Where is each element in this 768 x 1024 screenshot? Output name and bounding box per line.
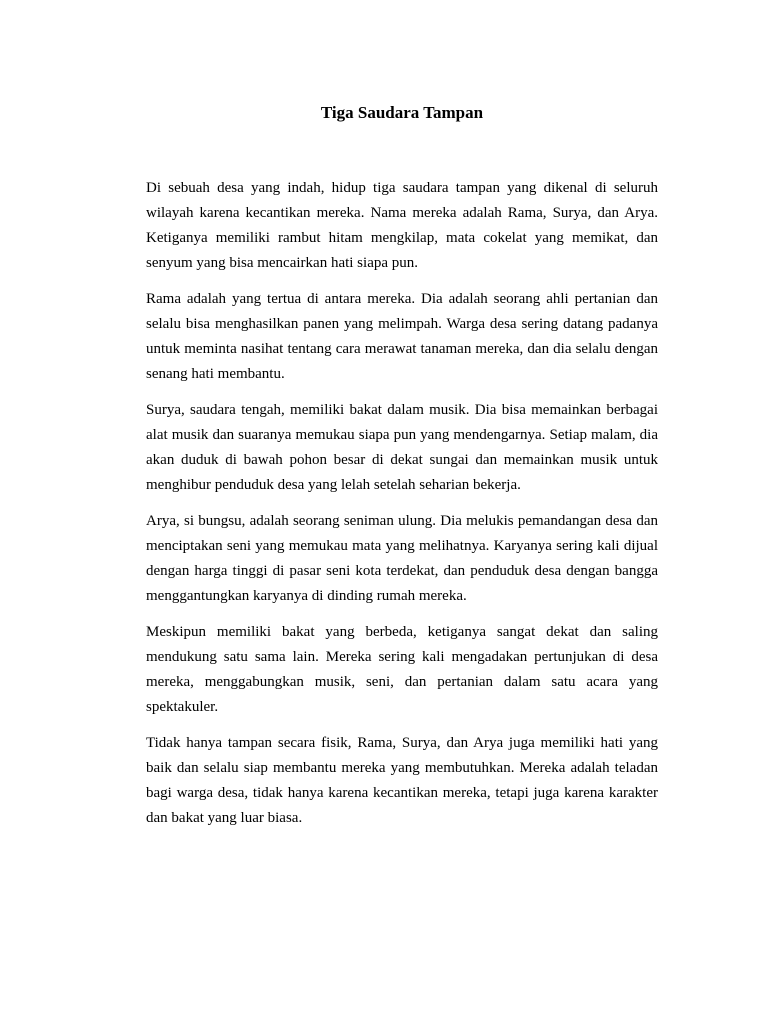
paragraph-6: Tidak hanya tampan secara fisik, Rama, Surya, dan Arya juga memiliki hati yang baik dan selalu siap membantu mereka yang membutuhkan. Mereka adalah teladan bagi warga desa, tidak hanya karena kecantikan mereka, tetapi juga karena karakter dan bakat yang luar biasa. xyxy=(146,735,658,826)
paragraph-3: Surya, saudara tengah, memiliki bakat dalam musik. Dia bisa memainkan berbagai alat musik dan suaranya memukau siapa pun yang mendengarnya. Setiap malam, dia akan duduk di bawah pohon besar di dekat sungai dan memainkan musik untuk menghibur penduduk desa yang lelah setelah seharian bekerja. xyxy=(146,402,658,493)
paragraph-5: Meskipun memiliki bakat yang berbeda, ketiganya sangat dekat dan saling mendukung satu sama lain. Mereka sering kali mengadakan pertunjukan di desa mereka, menggabungkan musik, seni, dan pertanian dalam satu acara yang spektakuler. xyxy=(146,624,658,715)
paragraph-1: Di sebuah desa yang indah, hidup tiga saudara tampan yang dikenal di seluruh wilayah karena kecantikan mereka. Nama mereka adalah Rama, Surya, dan Arya. Ketiganya memiliki rambut hitam mengkilap, mata cokelat yang memikat, dan senyum yang bisa mencairkan hati siapa pun. xyxy=(146,180,658,271)
document-title: Tiga Saudara Tampan xyxy=(320,103,484,122)
paragraph-2: Rama adalah yang tertua di antara mereka. Dia adalah seorang ahli pertanian dan selalu bisa menghasilkan panen yang melimpah. Warga desa sering datang padanya untuk meminta nasihat tentang cara merawat tanaman mereka, dan dia selalu dengan senang hati membantu. xyxy=(146,291,658,382)
paragraph-4: Arya, si bungsu, adalah seorang seniman ulung. Dia melukis pemandangan desa dan menciptakan seni yang memukau mata yang melihatnya. Karyanya sering kali dijual dengan harga tinggi di pasar seni kota terdekat, dan penduduk desa dengan bangga menggantungkan karyanya di dinding rumah mereka. xyxy=(146,513,658,604)
document-body xyxy=(146,176,658,842)
